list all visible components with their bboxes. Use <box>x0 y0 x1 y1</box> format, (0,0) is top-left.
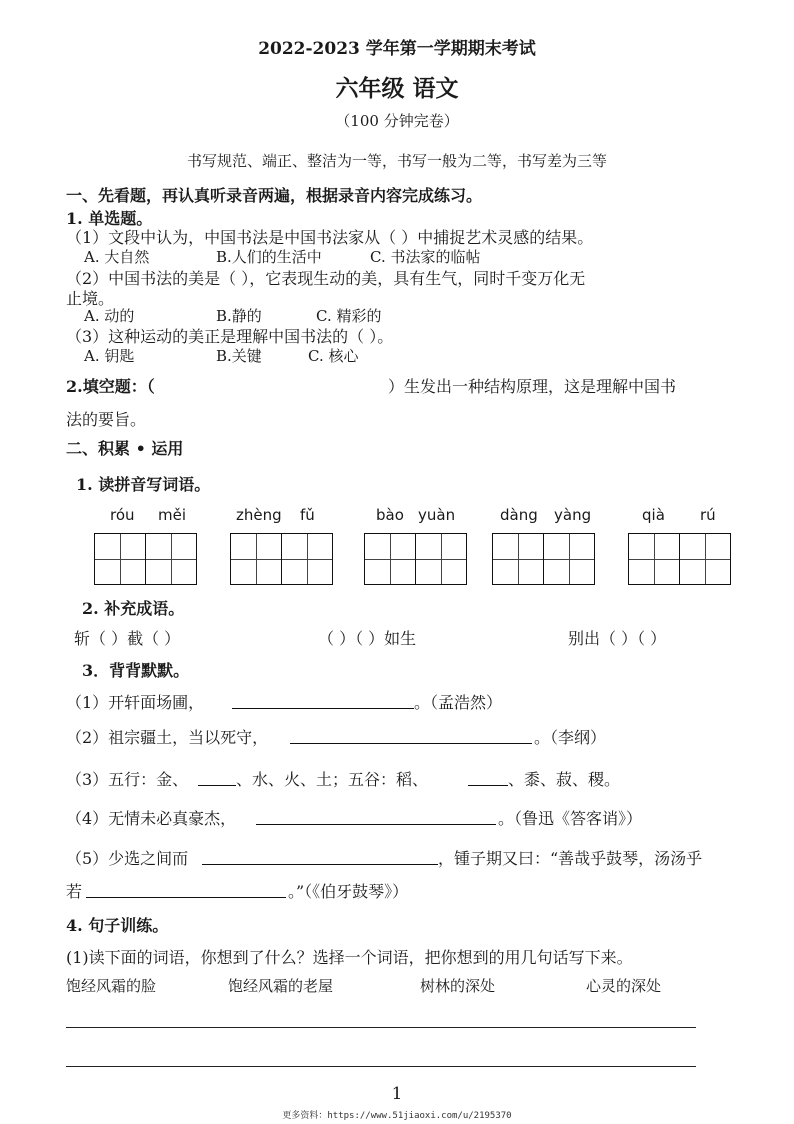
page-number: 1 <box>391 1084 403 1104</box>
recite-4-blank[interactable] <box>256 824 496 825</box>
pinyin-1a: róu <box>110 506 135 524</box>
pinyin-4b: yàng <box>554 506 592 524</box>
q1-3-stem: （3）这种运动的美正是理解中国书法的（ ）。 <box>66 327 394 346</box>
recite-2-after: 。（李纲） <box>534 728 607 747</box>
q1-2-option-c: C. 精彩的 <box>316 307 382 325</box>
fill-blank-text: ）生发出一种结构原理，这是理解中国书 <box>388 377 677 396</box>
recite-5-cont-before: 若 <box>66 882 83 901</box>
q1-1-option-a: A. 大自然 <box>84 248 150 266</box>
pinyin-3a: bào <box>376 506 404 524</box>
phrase-3: 树林的深处 <box>420 977 496 995</box>
idiom-heading: 2. 补充成语。 <box>82 599 185 618</box>
writing-grid-5[interactable] <box>628 533 731 585</box>
recite-5-blank-2[interactable] <box>86 897 286 898</box>
q1-1-option-b: B.人们的生活中 <box>216 248 322 266</box>
recite-2-before: （2）祖宗疆土，当以死守， <box>66 728 269 747</box>
writing-grid-1[interactable] <box>94 533 197 585</box>
recite-3-blank-1[interactable] <box>198 785 236 786</box>
pinyin-3b: yuàn <box>418 506 456 524</box>
phrase-4: 心灵的深处 <box>586 977 662 995</box>
recite-3-part2: 、水、火、土；五谷：稻、 <box>236 770 429 789</box>
exam-duration: （100 分钟完卷） <box>335 112 459 130</box>
q1-1-option-c: C. 书法家的临帖 <box>370 248 481 266</box>
sentence-instruction: (1)读下面的词语，你想到了什么？选择一个词语，把你想到的用几句话写下来。 <box>66 948 633 967</box>
q1-1-stem: （1）文段中认为，中国书法是中国书法家从（ ）中捕捉艺术灵感的结果。 <box>66 228 594 247</box>
idiom-2: （ ）（ ）如生 <box>318 629 417 648</box>
recite-5-blank[interactable] <box>202 864 438 865</box>
q1-3-option-c: C. 核心 <box>308 347 359 365</box>
recite-5-after: ，锺子期又曰：“善哉乎鼓琴，汤汤乎 <box>438 849 703 868</box>
pinyin-5b: rú <box>700 506 716 524</box>
idiom-1: 斩（ ）截（ ） <box>74 629 181 648</box>
q1-3-option-a: A. 钥匙 <box>84 347 135 365</box>
recite-heading: 3．背背默默。 <box>82 661 190 680</box>
recite-2-blank[interactable] <box>290 743 532 744</box>
recite-5-before: （5）少选之间而 <box>66 849 189 868</box>
q1-2-option-b: B.静的 <box>216 307 262 325</box>
pinyin-2a: zhèng <box>236 506 282 524</box>
recite-3-part1: （3）五行：金、 <box>66 770 189 789</box>
pinyin-5a: qià <box>642 506 665 524</box>
q1-2-stem: （2）中国书法的美是（ ），它表现生动的美，具有生气，同时千变万化无 <box>66 269 586 288</box>
pinyin-2b: fǔ <box>300 506 315 524</box>
phrase-2: 饱经风霜的老屋 <box>228 977 334 995</box>
pinyin-1b: měi <box>158 506 187 524</box>
recite-5-cont-after: 。”（《伯牙鼓琴》） <box>288 882 409 901</box>
exam-title: 2022-2023 学年第一学期期末考试 <box>258 39 536 59</box>
q1-2-option-a: A. 动的 <box>84 307 135 325</box>
writing-grid-4[interactable] <box>492 533 595 585</box>
recite-1-before: （1）开轩面场圃， <box>66 693 205 712</box>
writing-grid-3[interactable] <box>364 533 467 585</box>
recite-3-part3: 、黍、菽、稷。 <box>508 770 621 789</box>
fill-blank-label: 2.填空题：（ <box>66 377 155 396</box>
q1-3-option-b: B.关键 <box>216 347 262 365</box>
answer-line-2[interactable] <box>66 1066 696 1067</box>
pinyin-4a: dàng <box>500 506 538 524</box>
footer-source: 更多资料：https://www.51jiaoxi.com/u/2195370 <box>282 1111 512 1121</box>
recite-1-after: 。（孟浩然） <box>414 693 503 712</box>
fill-blank-text-cont: 法的要旨。 <box>66 410 147 429</box>
answer-line-1[interactable] <box>66 1027 696 1028</box>
single-choice-heading: 1. 单选题。 <box>66 209 153 228</box>
recite-1-blank[interactable] <box>232 708 414 709</box>
phrase-1: 饱经风霜的脸 <box>66 977 157 995</box>
recite-4-before: （4）无情未必真豪杰， <box>66 809 237 828</box>
idiom-3: 别出（ ）（ ） <box>568 629 667 648</box>
recite-4-after: 。（鲁迅《答客诮》） <box>498 809 643 828</box>
pinyin-heading: 1. 读拼音写词语。 <box>76 475 211 494</box>
section1-heading: 一、先看题，再认真听录音两遍，根据录音内容完成练习。 <box>66 186 483 205</box>
q1-2-stem-cont: 止境。 <box>66 289 115 308</box>
recite-3-blank-2[interactable] <box>468 785 508 786</box>
exam-subtitle: 六年级 语文 <box>335 75 459 102</box>
sentence-training-heading: 4. 句子训练。 <box>66 916 169 935</box>
writing-grid-2[interactable] <box>230 533 333 585</box>
writing-note: 书写规范、端正、整洁为一等，书写一般为二等，书写差为三等 <box>186 152 607 170</box>
section2-heading: 二、积累 • 运用 <box>66 439 184 458</box>
